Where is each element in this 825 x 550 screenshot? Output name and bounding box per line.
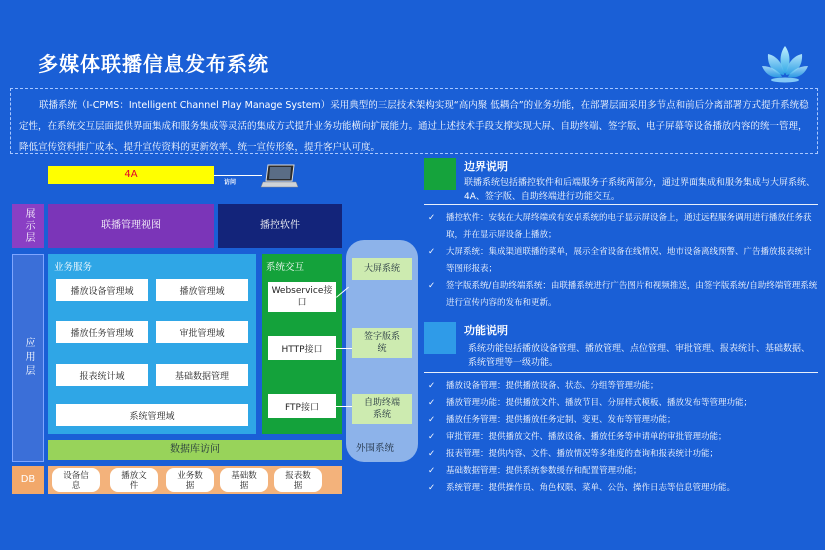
boundary-bullets: [424, 210, 818, 312]
db-item: 播放文件: [110, 468, 158, 492]
list-item: ✓ 播放设备管理：提供播放设备、状态、分组等管理功能；: [424, 378, 818, 395]
db-item: 报表数据: [274, 468, 322, 492]
db-access-bar: 数据库访问: [48, 440, 342, 460]
list-item: ✓ 播放管理功能：提供播放文件、播放节目、分屏样式模板、播放发布等管理功能；: [424, 395, 818, 412]
business-item: 报表统计域: [56, 364, 148, 386]
boundary-title: 边界说明: [464, 160, 508, 173]
list-item: ✓ 报表管理：提供内容、文件、播放情况等多维度的查询和报表统计功能；: [424, 446, 818, 463]
4a-box: 4A: [48, 166, 214, 184]
layer-display-label: 展示层: [23, 208, 34, 244]
business-item: 播放设备管理域: [56, 279, 148, 301]
list-item: ✓ 系统管理：提供操作员、角色权限、菜单、公告、操作日志等信息管理功能。: [424, 480, 818, 497]
boundary-legend-swatch: [424, 158, 456, 190]
system-item-http: HTTP接口: [268, 336, 336, 360]
intro-text: 联播系统（I-CPMS：Intelligent Channel Play Manage System）采用典型的三层技术架构实现“高内聚 低耦合”的业务功能，在部署层面采用多节点和前后分离部署方式提升系统稳定性，在系统交互层面提供界面集成和服务集成等灵活的集成方式提升业务功能横向扩展能力。通过上述技术手段支撑实现大屏、自助终端、签字版、电子屏幕等设备播放内容的统一管理，降低宣传资料推广成本、提升宣传资料的更新效率、统一宣传形象，提升客户认可度。: [19, 100, 809, 153]
display-box-view: 联播管理视图: [48, 204, 214, 248]
list-item: ✓ 播控软件：安装在大屏终端或有安卓系统的电子显示屏设备上，通过远程服务调用进行播放任务获取，并在显示屏设备上播放；: [424, 210, 818, 244]
list-item: ✓ 播放任务管理：提供播放任务定制、变更、发布等管理功能；: [424, 412, 818, 429]
function-bullets: [424, 378, 818, 497]
peripheral-item-kiosk: 自助终端系统: [352, 394, 412, 424]
divider: [424, 204, 818, 205]
function-text: 系统功能包括播放设备管理、播放管理、点位管理、审批管理、报表统计、基础数据、系统管理等一级功能。: [468, 344, 811, 368]
db-item: 设备信息: [52, 468, 100, 492]
system-item-ftp: FTP接口: [268, 394, 336, 418]
business-item: 审批管理域: [156, 321, 248, 343]
laptop-icon: [260, 163, 300, 189]
link-line: [336, 406, 352, 407]
db-item: 基础数据: [220, 468, 268, 492]
lotus-logo-icon: [760, 44, 810, 84]
layer-display: [12, 204, 44, 248]
business-item: 播放任务管理域: [56, 321, 148, 343]
business-item: 基础数据管理: [156, 364, 248, 386]
link-line: [336, 348, 352, 349]
boundary-text: 联播系统包括播控软件和后端服务子系统两部分，通过界面集成和服务集成与大屏系统、4A、签字版、自助终端进行功能交互。: [464, 178, 816, 202]
business-service-title: 业务服务: [54, 262, 93, 273]
system-interaction-title: 系统交互: [266, 262, 305, 273]
db-item: 业务数据: [166, 468, 214, 492]
business-item: 系统管理域: [56, 404, 248, 426]
connect-label: 访问: [224, 179, 237, 186]
peripheral-item-bigscreen: 大屏系统: [352, 258, 412, 280]
display-box-player: 播控软件: [218, 204, 342, 248]
peripheral-item-signpad: 签字版系统: [352, 328, 412, 358]
layer-application: [12, 254, 44, 462]
layer-db: [12, 466, 44, 494]
divider: [424, 372, 818, 373]
business-item: 播放管理域: [156, 279, 248, 301]
layer-application-label: 应用层: [23, 337, 34, 379]
function-legend-swatch: [424, 322, 456, 354]
list-item: ✓ 大屏系统：集成渠道联播的菜单，展示全省设备在线情况、地市设备离线预警、广告播放报表统计等图形报表；: [424, 244, 818, 278]
system-item-webservice: Webservice接口: [268, 282, 336, 312]
peripheral-label: 外围系统: [356, 443, 395, 454]
layer-db-label: DB: [20, 474, 36, 485]
list-item: ✓ 审批管理：提供播放文件、播放设备、播放任务等申请单的审批管理功能；: [424, 429, 818, 446]
page-title: 多媒体联播信息发布系统: [38, 52, 269, 76]
connect-line: [214, 175, 262, 176]
list-item: ✓ 签字版系统/自助终端系统：由联播系统进行广告图片和视频推送，由签字版系统/自助终端管理系统进行宣传内容的发布和更新。: [424, 278, 818, 312]
intro-text-box: [10, 88, 818, 154]
function-title: 功能说明: [464, 324, 508, 337]
list-item: ✓ 基础数据管理：提供系统参数缓存和配置管理功能；: [424, 463, 818, 480]
